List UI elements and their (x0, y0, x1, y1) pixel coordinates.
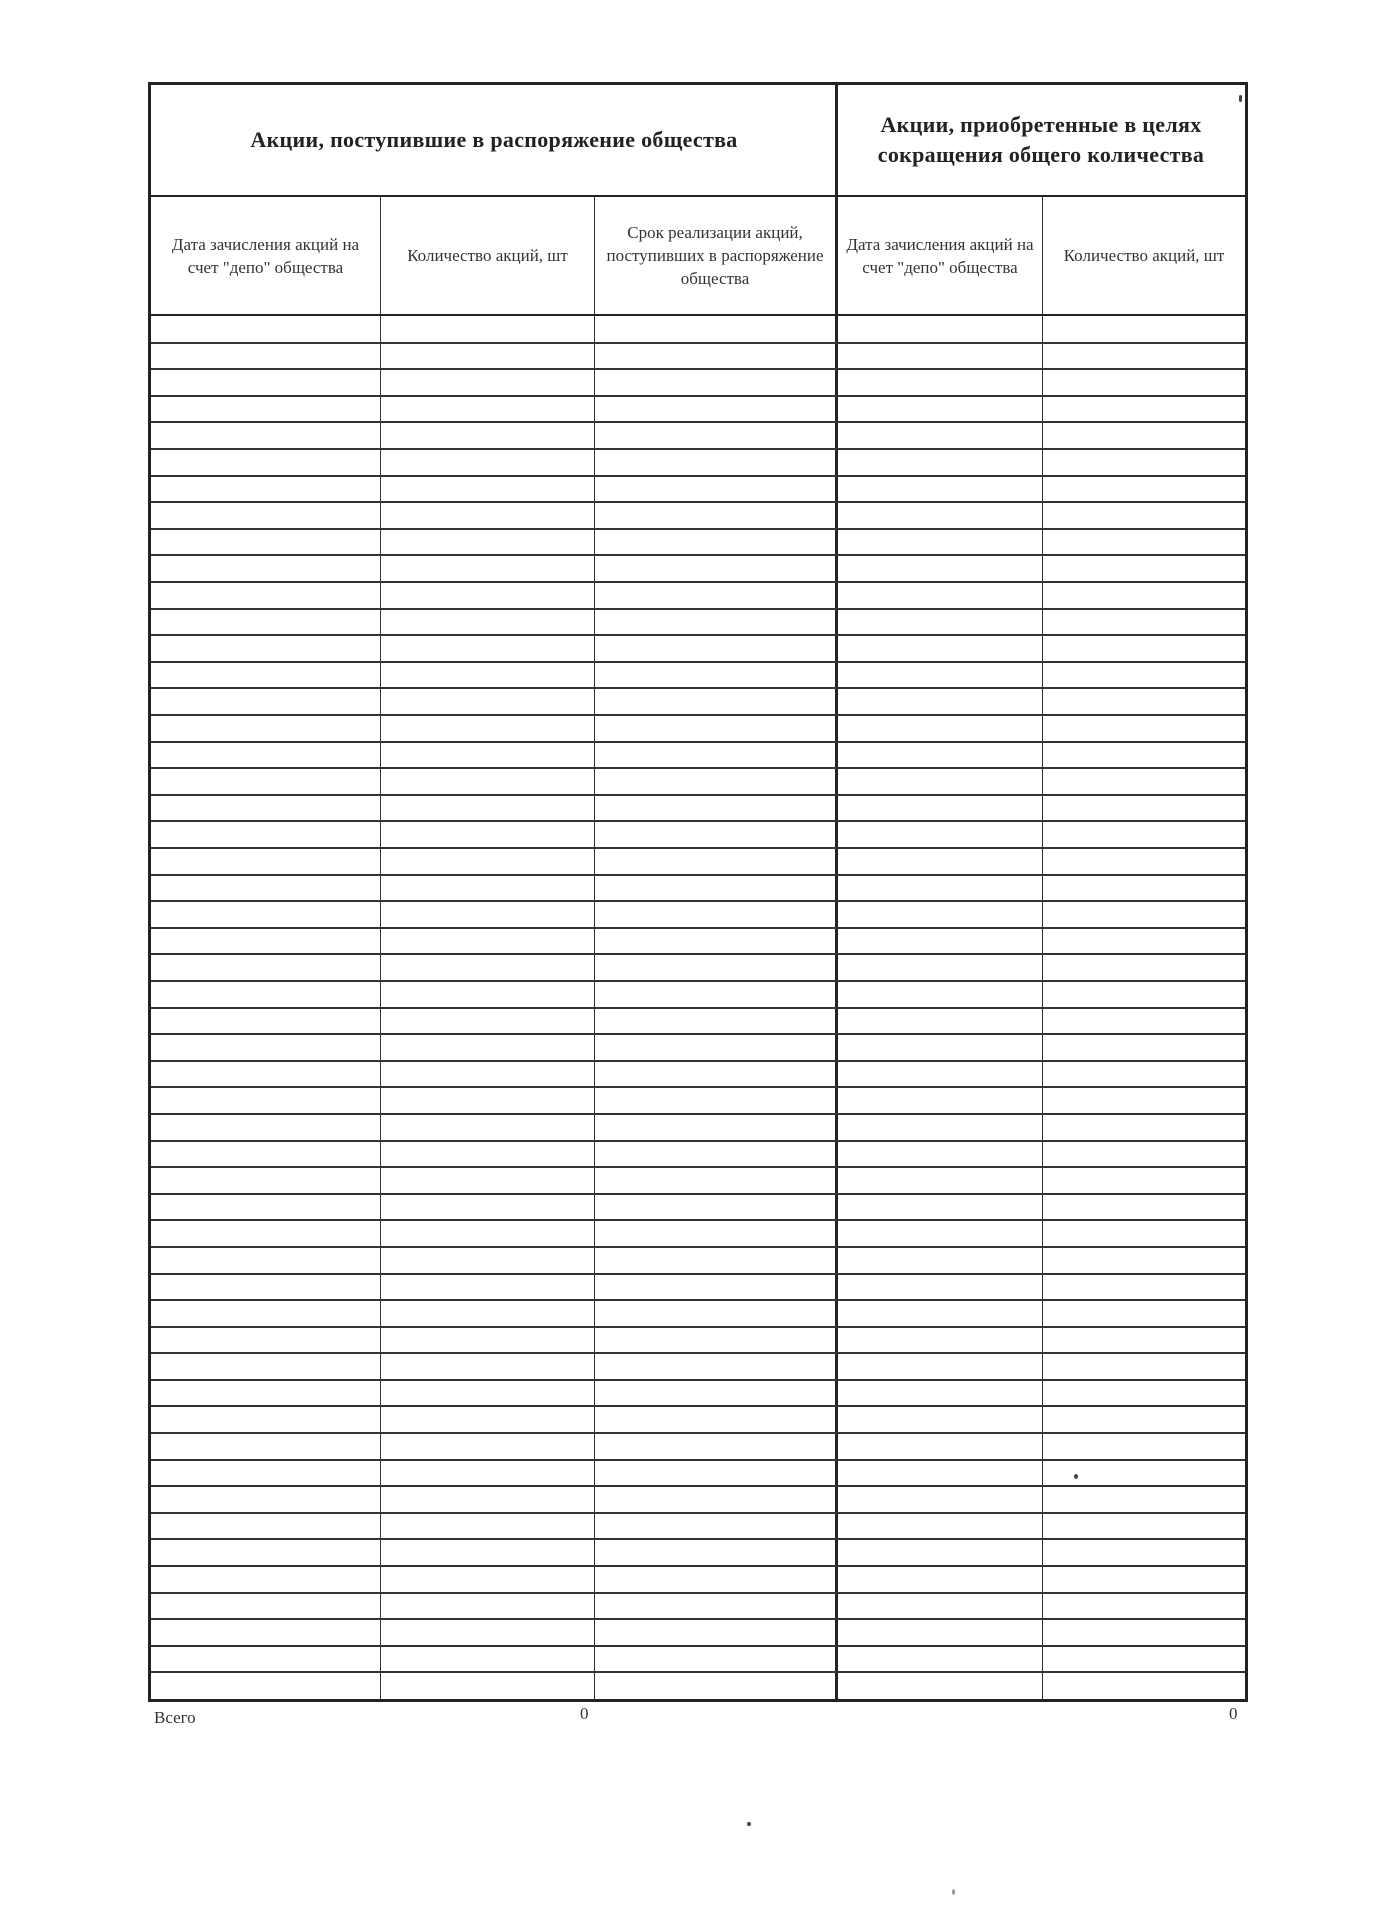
table-row-divider (151, 1432, 1245, 1434)
table-row-divider (151, 501, 1245, 503)
table-body (151, 316, 1245, 1699)
table-row-divider (151, 661, 1245, 663)
table-row-divider (151, 980, 1245, 982)
table-row-divider (151, 1246, 1245, 1248)
table-row-divider (151, 794, 1245, 796)
table-row-divider (151, 581, 1245, 583)
table-row-divider (151, 1671, 1245, 1673)
scan-speck (952, 1889, 955, 1895)
table-row-divider (151, 528, 1245, 530)
column-header-quantity-right: Количество акций, шт (1063, 246, 1225, 265)
shares-ledger-table (148, 82, 1248, 1702)
table-row-divider (151, 1459, 1245, 1461)
table-row-divider (151, 1538, 1245, 1540)
table-row-divider (151, 874, 1245, 876)
table-row-divider (151, 634, 1245, 636)
table-row-divider (151, 1086, 1245, 1088)
table-row-divider (151, 1618, 1245, 1620)
table-row-divider (151, 1512, 1245, 1514)
group-header-left: Акции, поступившие в распоряжение общества (250, 127, 738, 152)
column-header-date-right: Дата зачисления акций на счет "депо" общества (846, 234, 1034, 277)
group-header-right: Акции, приобретенные в целях сокращения общего количества (877, 112, 1205, 167)
table-row-divider (151, 342, 1245, 344)
scan-speck (1239, 95, 1242, 102)
table-row-divider (151, 953, 1245, 955)
table-row-divider (151, 1113, 1245, 1115)
table-row-divider (151, 475, 1245, 477)
table-row-divider (151, 714, 1245, 716)
table-row-divider (151, 1193, 1245, 1195)
table-row-divider (151, 421, 1245, 423)
table-row-divider (151, 741, 1245, 743)
table-row-divider (151, 1273, 1245, 1275)
table-row-divider (151, 687, 1245, 689)
table-row-divider (151, 767, 1245, 769)
table-row-divider (151, 368, 1245, 370)
total-value-left: 0 (580, 1704, 589, 1723)
table-row-divider (151, 927, 1245, 929)
table-row-divider (151, 395, 1245, 397)
table-row-divider (151, 900, 1245, 902)
table-row-divider (151, 1645, 1245, 1647)
scan-speck (1074, 1474, 1078, 1479)
table-row-divider (151, 608, 1245, 610)
table-row-divider (151, 1352, 1245, 1354)
table-row-divider (151, 1060, 1245, 1062)
table-row-divider (151, 1007, 1245, 1009)
table-row-divider (151, 554, 1245, 556)
table-row-divider (151, 1033, 1245, 1035)
total-label: Всего (154, 1708, 196, 1727)
table-row-divider (151, 1140, 1245, 1142)
table-row-divider (151, 1379, 1245, 1381)
table-row-divider (151, 1592, 1245, 1594)
table-row-divider (151, 1326, 1245, 1328)
table-row-divider (151, 847, 1245, 849)
table-row-divider (151, 1565, 1245, 1567)
table-row-divider (151, 1405, 1245, 1407)
table-row-divider (151, 1219, 1245, 1221)
table-row-divider (151, 820, 1245, 822)
total-value-right: 0 (1229, 1704, 1238, 1723)
column-header-date-left: Дата зачисления акций на счет "депо" общества (171, 234, 360, 277)
column-header-quantity-left: Количество акций, шт (407, 246, 568, 265)
column-header-term: Срок реализации акций, поступивших в распоряжение общества (606, 223, 824, 288)
table-row-divider (151, 448, 1245, 450)
table-row-divider (151, 1166, 1245, 1168)
table-row-divider (151, 1299, 1245, 1301)
table-row-divider (151, 1485, 1245, 1487)
scan-speck (747, 1822, 751, 1826)
